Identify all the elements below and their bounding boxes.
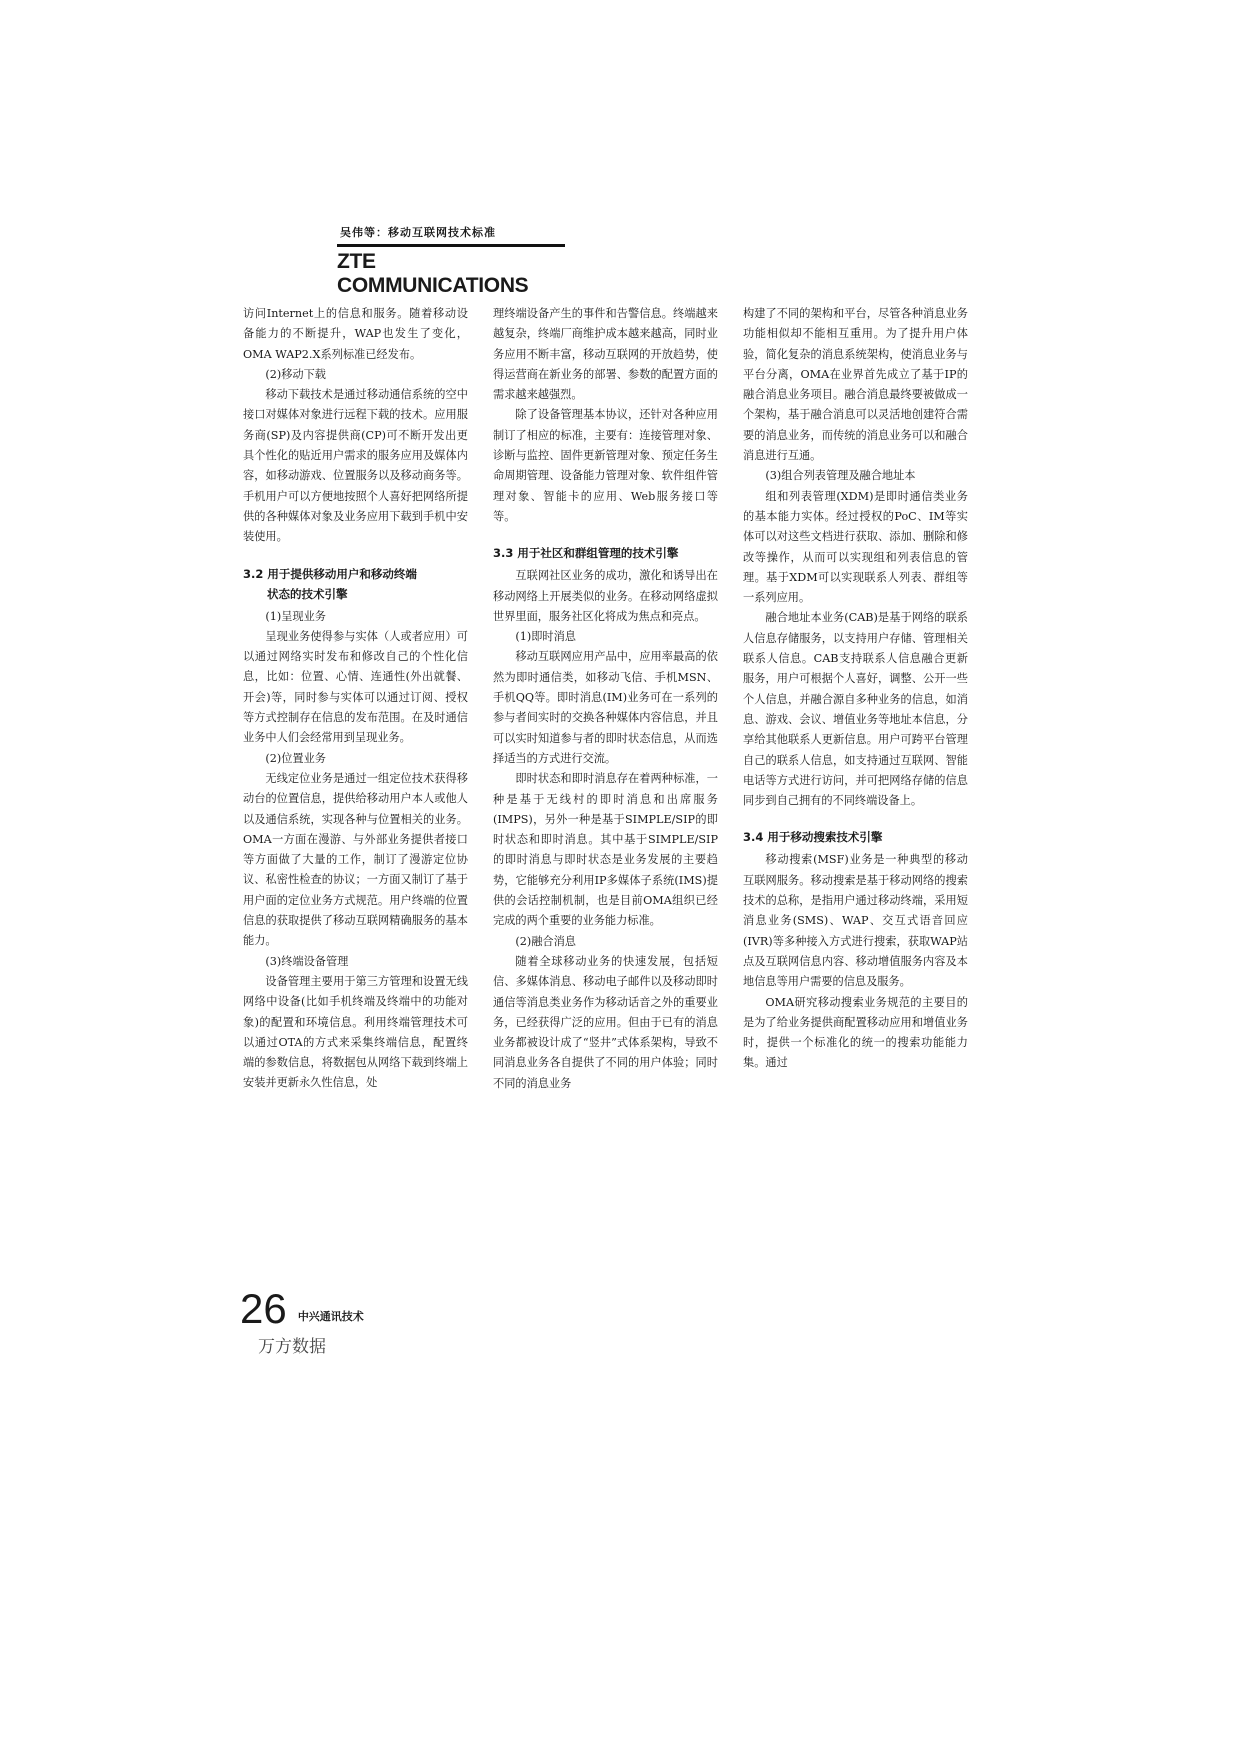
paragraph: 理终端设备产生的事件和告警信息。终端越来越复杂，终端厂商维护成本越来越高，同时业务应用不断丰富，移动互联网的开放趋势，使得运营商在新业务的部署、参数的配置方面的需求越来越强烈。 — [493, 307, 718, 402]
text-column-1 — [243, 304, 468, 1094]
magazine-name: 中兴通讯技术 — [297, 1310, 364, 1323]
paragraph: 随着全球移动业务的快速发展，包括短信、多媒体消息、移动电子邮件以及移动即时通信等消息类业务作为移动话音之外的重要业务，已经获得广泛的应用。但由于已有的消息业务都被设计成了“竖井”式体系架构，导致不同消息业务各自提供了不同的用户体验；同时不同的消息业务 — [493, 954, 718, 1090]
page-footer — [240, 1285, 364, 1357]
paragraph: (1)即时消息 — [515, 630, 576, 644]
section-heading-text: 3.2 用于提供移动用户和移动终端 — [243, 566, 417, 581]
paragraph: 互联网社区业务的成功，激化和诱导出在移动网络上开展类似的业务。在移动网络虚拟世界里面，服务社区化将成为焦点和亮点。 — [493, 569, 718, 623]
paragraph: (3)组合列表管理及融合地址本 — [765, 469, 916, 483]
section-heading — [243, 564, 468, 604]
paragraph: OMA研究移动搜索业务规范的主要目的是为了给业务提供商配置移动应用和增值业务时，提供一个标准化的统一的搜索功能能力集。通过 — [743, 995, 968, 1070]
journal-brand: ZTE COMMUNICATIONS — [337, 250, 529, 297]
page-number: 26 — [240, 1285, 287, 1332]
paragraph: (2)位置业务 — [265, 751, 326, 765]
paragraph: 呈现业务使得参与实体（人或者应用）可以通过网络实时发布和修改自己的个性化信息，比如：位置、心情、连通性(外出就餐、开会)等，同时参与实体可以通过订阅、授权等方式控制存在信息的发布范围。在及时通信业务中人们会经常用到呈现业务。 — [243, 629, 468, 745]
header-rule — [337, 244, 565, 247]
paragraph: 组和列表管理(XDM)是即时通信类业务的基本能力实体。经过授权的PoC、IM等实体可以对这些文档进行获取、添加、删除和修改等操作，从而可以实现组和列表信息的管理。基于XDM可以实现联系人列表、群组等一系列应用。 — [743, 489, 968, 605]
running-header — [337, 224, 565, 298]
watermark: 万方数据 — [258, 1337, 326, 1357]
section-heading — [743, 827, 968, 847]
paragraph: 构建了不同的架构和平台，尽管各种消息业务功能相似却不能相互重用。为了提升用户体验，简化复杂的消息系统架构，使消息业务与平台分离，OMA在业界首先成立了基于IP的融合消息业务项目。融合消息最终要被做成一个架构，基于融合消息可以灵活地创建符合需要的消息业务，而传统的消息业务可以和融合消息进行互通。 — [743, 307, 968, 463]
section-heading-continuation: 状态的技术引擎 — [267, 586, 348, 601]
paragraph: (2)移动下载 — [265, 367, 326, 381]
running-title: 吴伟等：移动互联网技术标准 — [340, 226, 496, 239]
paragraph: 融合地址本业务(CAB)是基于网络的联系人信息存储服务，以支持用户存储、管理相关联系人信息。CAB支持联系人信息融合更新服务，用户可根据个人喜好，调整、公开一些个人信息，并融合源自多种业务的信息，如消息、游戏、会议、增值业务等地址本信息，分享给其他联系人更新信息。用户可跨平台管理自己的联系人信息，如支持通过互联网、智能电话等方式进行访问，并可把网络存储的信息同步到自己拥有的不同终端设备上。 — [743, 611, 968, 808]
paragraph: 除了设备管理基本协议，还针对各种应用制订了相应的标准，主要有：连接管理对象、诊断与监控、固件更新管理对象、预定任务生命周期管理、设备能力管理对象、软件组件管理对象、智能卡的应用、Web服务接口等等。 — [493, 408, 718, 523]
text-column-3 — [743, 304, 968, 1074]
section-heading-text: 3.4 用于移动搜索技术引擎 — [743, 830, 883, 845]
paragraph: 移动搜索(MSF)业务是一种典型的移动互联网服务。移动搜索是基于移动网络的搜索技术的总称，是指用户通过移动终端，采用短消息业务(SMS)、WAP、交互式语音回应(IVR)等多种接入方式进行搜索，获取WAP站点及互联网信息内容、移动增值服务内容及本地信息等用户需要的信息及服务。 — [743, 853, 968, 989]
paragraph: 设备管理主要用于第三方管理和设置无线网络中设备(比如手机终端及终端中的功能对象)的配置和环境信息。利用终端管理技术可以通过OTA的方式来采集终端信息，配置终端的参数信息，将数据包从网络下载到终端上安装并更新永久性信息，处 — [243, 974, 468, 1090]
paragraph: 无线定位业务是通过一组定位技术获得移动台的位置信息，提供给移动用户本人或他人以及通信系统，实现各种与位置相关的业务。OMA一方面在漫游、与外部业务提供者接口等方面做了大量的工作，制订了漫游定位协议、私密性检查的协议；一方面又制订了基于用户面的定位业务方式规范。用户终端的位置信息的获取提供了移动互联网精确服务的基本能力。 — [243, 771, 468, 948]
paragraph: 访问Internet上的信息和服务。随着移动设备能力的不断提升，WAP也发生了变化，OMA WAP2.X系列标准已经发布。 — [243, 307, 468, 361]
paragraph: (3)终端设备管理 — [265, 954, 349, 968]
paragraph: (2)融合消息 — [515, 934, 576, 948]
section-heading-text: 3.3 用于社区和群组管理的技术引擎 — [493, 546, 679, 561]
paragraph: 移动下载技术是通过移动通信系统的空中接口对媒体对象进行远程下载的技术。应用服务商(SP)及内容提供商(CP)可不断开发出更具个性化的贴近用户需求的服务应用及媒体内容，如移动游戏、位置服务以及移动商务等。手机用户可以方便地按照个人喜好把网络所提供的各种媒体对象及业务应用下载到手机中安装使用。 — [243, 388, 468, 544]
paragraph: 即时状态和即时消息存在着两种标准，一种是基于无线村的即时消息和出席服务(IMPS)，另外一种是基于SIMPLE/SIP的即时状态和即时消息。其中基于SIMPLE/SIP的即时消息与即时状态是业务发展的主要趋势，它能够充分利用IP多媒体子系统(IMS)提供的会话控制机制，也是目前OMA组织已经完成的两个重要的业务能力标准。 — [493, 772, 718, 928]
paragraph: (1)呈现业务 — [265, 609, 326, 623]
section-heading — [493, 543, 718, 563]
text-column-2 — [493, 304, 718, 1094]
paragraph: 移动互联网应用产品中，应用率最高的依然为即时通信类，如移动飞信、手机MSN、手机QQ等。即时消息(IM)业务可在一系列的参与者间实时的交换各种媒体内容信息，并且可以实时知道参与者的即时状态信息，从而选择适当的方式进行交流。 — [493, 650, 718, 765]
